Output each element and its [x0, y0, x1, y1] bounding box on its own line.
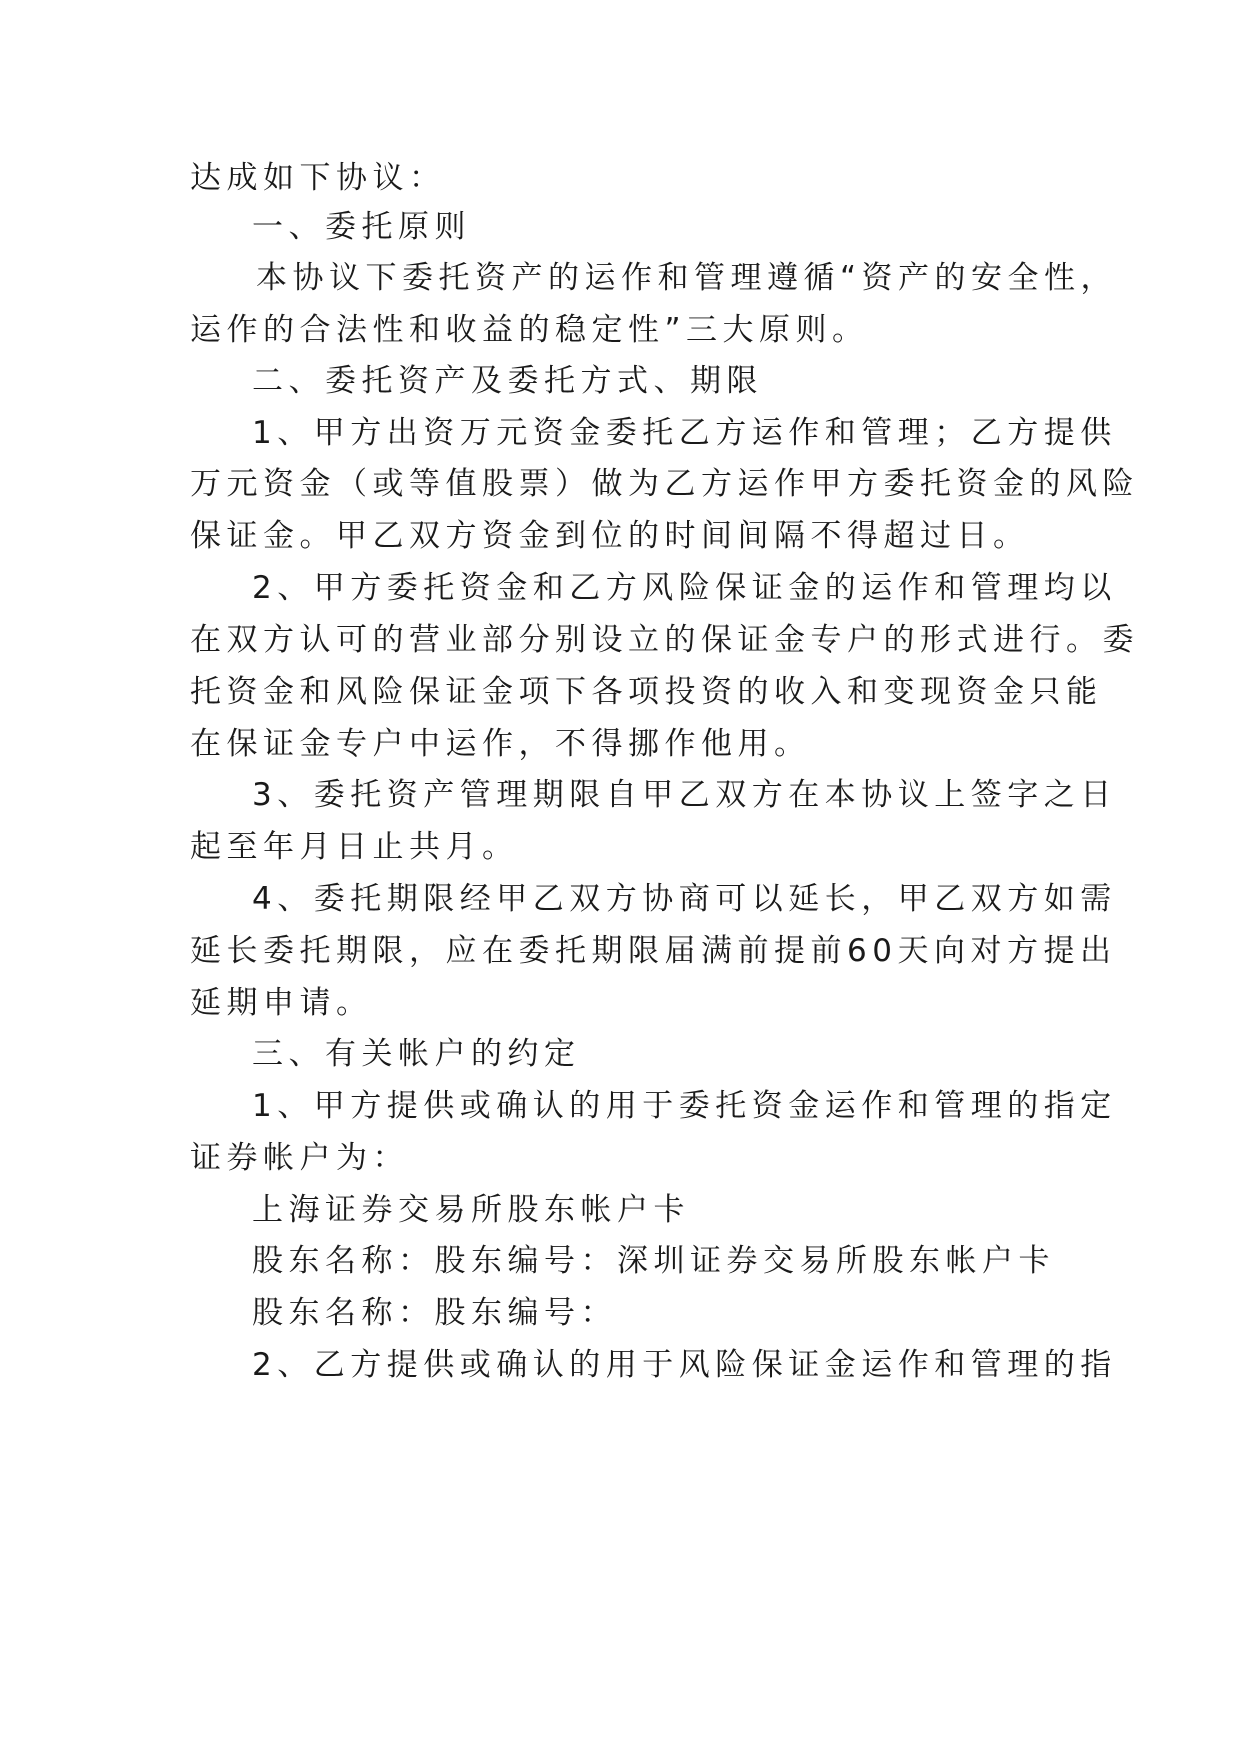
paragraph-line: 上海证券交易所股东帐户卡 — [252, 1192, 690, 1228]
section-heading: 一、委托原则 — [252, 209, 471, 245]
paragraph-line: 1、甲方出资万元资金委托乙方运作和管理；乙方提供 — [252, 415, 1117, 451]
paragraph-line: 在保证金专户中运作，不得挪作他用。 — [190, 726, 811, 762]
paragraph-line: 达成如下协议： — [190, 160, 446, 196]
paragraph-line: 起至年月日止共月。 — [190, 829, 519, 865]
paragraph-line: 运作的合法性和收益的稳定性”三大原则。 — [190, 312, 869, 348]
paragraph-line: 本协议下委托资产的运作和管理遵循“资产的安全性， — [256, 260, 1118, 296]
paragraph-line: 2、甲方委托资金和乙方风险保证金的运作和管理均以 — [252, 570, 1117, 606]
paragraph-line: 延期申请。 — [190, 985, 373, 1021]
paragraph-line: 1、甲方提供或确认的用于委托资金运作和管理的指定 — [252, 1088, 1117, 1124]
paragraph-line: 延长委托期限，应在委托期限届满前提前60天向对方提出 — [190, 933, 1117, 969]
paragraph-line: 在双方认可的营业部分别设立的保证金专户的形式进行。委 — [190, 622, 1139, 658]
paragraph-line: 托资金和风险保证金项下各项投资的收入和变现资金只能 — [190, 674, 1103, 710]
paragraph-line: 股东名称：股东编号：深圳证券交易所股东帐户卡 — [252, 1243, 1055, 1279]
section-heading: 二、委托资产及委托方式、期限 — [252, 363, 763, 399]
section-heading: 三、有关帐户的约定 — [252, 1036, 581, 1072]
paragraph-line: 2、乙方提供或确认的用于风险保证金运作和管理的指 — [252, 1347, 1117, 1383]
paragraph-line: 万元资金（或等值股票）做为乙方运作甲方委托资金的风险 — [190, 466, 1139, 502]
paragraph-line: 保证金。甲乙双方资金到位的时间间隔不得超过日。 — [190, 518, 1030, 554]
paragraph-line: 3、委托资产管理期限自甲乙双方在本协议上签字之日 — [252, 777, 1117, 813]
paragraph-line: 证券帐户为： — [190, 1140, 409, 1176]
paragraph-line: 4、委托期限经甲乙双方协商可以延长，甲乙双方如需 — [252, 881, 1117, 917]
paragraph-line: 股东名称：股东编号： — [252, 1295, 617, 1331]
